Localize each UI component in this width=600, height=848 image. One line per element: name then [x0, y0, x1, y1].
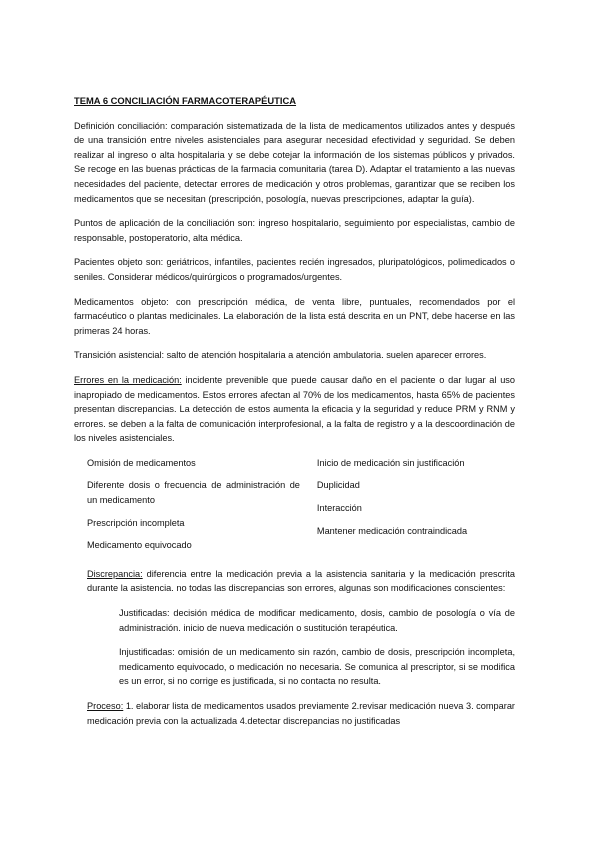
list-item: Interacción — [316, 503, 362, 514]
paragraph-errores — [74, 373, 515, 446]
list-item: Omisión de medicamentos — [87, 457, 196, 468]
paragraph-pacientes: Pacientes objeto son: geriátricos, infantiles, pacientes recién ingresados, pluripatológicos, polimedicados o seniles. Considerar médicos/quirúrgicos o programados/urgentes. — [74, 257, 515, 282]
error-types-list — [87, 456, 515, 561]
paragraph-definicion: Definición conciliación: comparación sistematizada de la lista de medicamentos utilizados antes y después de una transición entre niveles asistenciales para asegurar necesidad efectividad y seguridad. Se deben realizar al ingreso o alta hospitalaria y se debe cotejar la información de los sistemas públicos y privados. Se recoge en las buenas prácticas de la farmacia comunitaria (tarea D). Adaptar el tratamiento a las nuevas necesidades del paciente, detectar errores de medicación y otros problemas, garantizar que se reciben los medicamentos que se necesitan (prescripción, posología, nuevas prescripciones, adaptar la guía). — [74, 120, 515, 204]
paragraph-puntos: Puntos de aplicación de la conciliación son: ingreso hospitalario, seguimiento por especialistas, cambio de responsable, postoperatorio, alta médica. — [74, 218, 515, 243]
proceso-text: 1. elaborar lista de medicamentos usados previamente 2.revisar medicación nueva 3. comparar medicación previa con la actualizada 4.detectar discrepancias no justificadas — [87, 701, 515, 726]
paragraph-medicamentos: Medicamentos objeto: con prescripción médica, de venta libre, puntuales, recomendados por el farmacéutico o plantas medicinales. La elaboración de la lista está descrita en un PNT, debe hacerse en las primeras 24 horas. — [74, 296, 515, 336]
list-item: Mantener medicación contraindicada — [316, 525, 468, 536]
errores-text: incidente prevenible que puede causar daño en el paciente o dar lugar al uso inapropiado de medicamentos. Estos errores afectan al 70% de los medicamentos, hasta 65% de pacientes presentan discrepancias. La detección de estos aumenta la eficacia y la seguridad y reduce PRM y RNM y errores. se deben a la falta de comunicación interprofesional, a la falta de registro y a la descoordinación de los niveles asistenciales. — [74, 374, 516, 444]
list-item: Medicamento equivocado — [87, 540, 192, 551]
error-types-right — [317, 456, 515, 561]
errores-heading: Errores en la medicación: — [74, 374, 182, 385]
list-item: Inicio de medicación sin justificación — [316, 457, 465, 468]
paragraph-proceso — [87, 699, 515, 728]
error-types-left — [87, 456, 300, 561]
discrepancia-heading: Discrepancia: — [87, 568, 143, 579]
paragraph-discrepancia — [87, 567, 515, 596]
page-title: TEMA 6 CONCILIACIÓN FARMACOTERAPÉUTICA — [74, 95, 297, 106]
list-item: Diferente dosis o frecuencia de administración de un medicamento — [87, 480, 300, 506]
paragraph-justificadas: Justificadas: decisión médica de modificar medicamento, dosis, cambio de posología o vía de administración. inicio de nueva medicación o sustitución terapéutica. — [119, 608, 515, 633]
document-page — [74, 94, 515, 738]
discrepancia-text: diferencia entre la medicación previa a la asistencia sanitaria y la medicación prescrita durante la asistencia. no todas las discrepancias son errores, algunas son modificaciones conscientes: — [87, 568, 515, 594]
list-item: Prescripción incompleta — [87, 517, 185, 528]
proceso-heading: Proceso: — [87, 701, 124, 711]
list-item: Duplicidad — [316, 480, 360, 491]
paragraph-transicion: Transición asistencial: salto de atención hospitalaria a atención ambulatoria. suelen aparecer errores. — [74, 350, 487, 361]
paragraph-injustificadas: Injustificadas: omisión de un medicamento sin razón, cambio de dosis, prescripción incompleta, medicamento equivocado, o medicación no necesaria. Se comunica al prescriptor, si se modifica es un error, si no corrige es justificada, si no contacta no resulta. — [119, 647, 515, 687]
